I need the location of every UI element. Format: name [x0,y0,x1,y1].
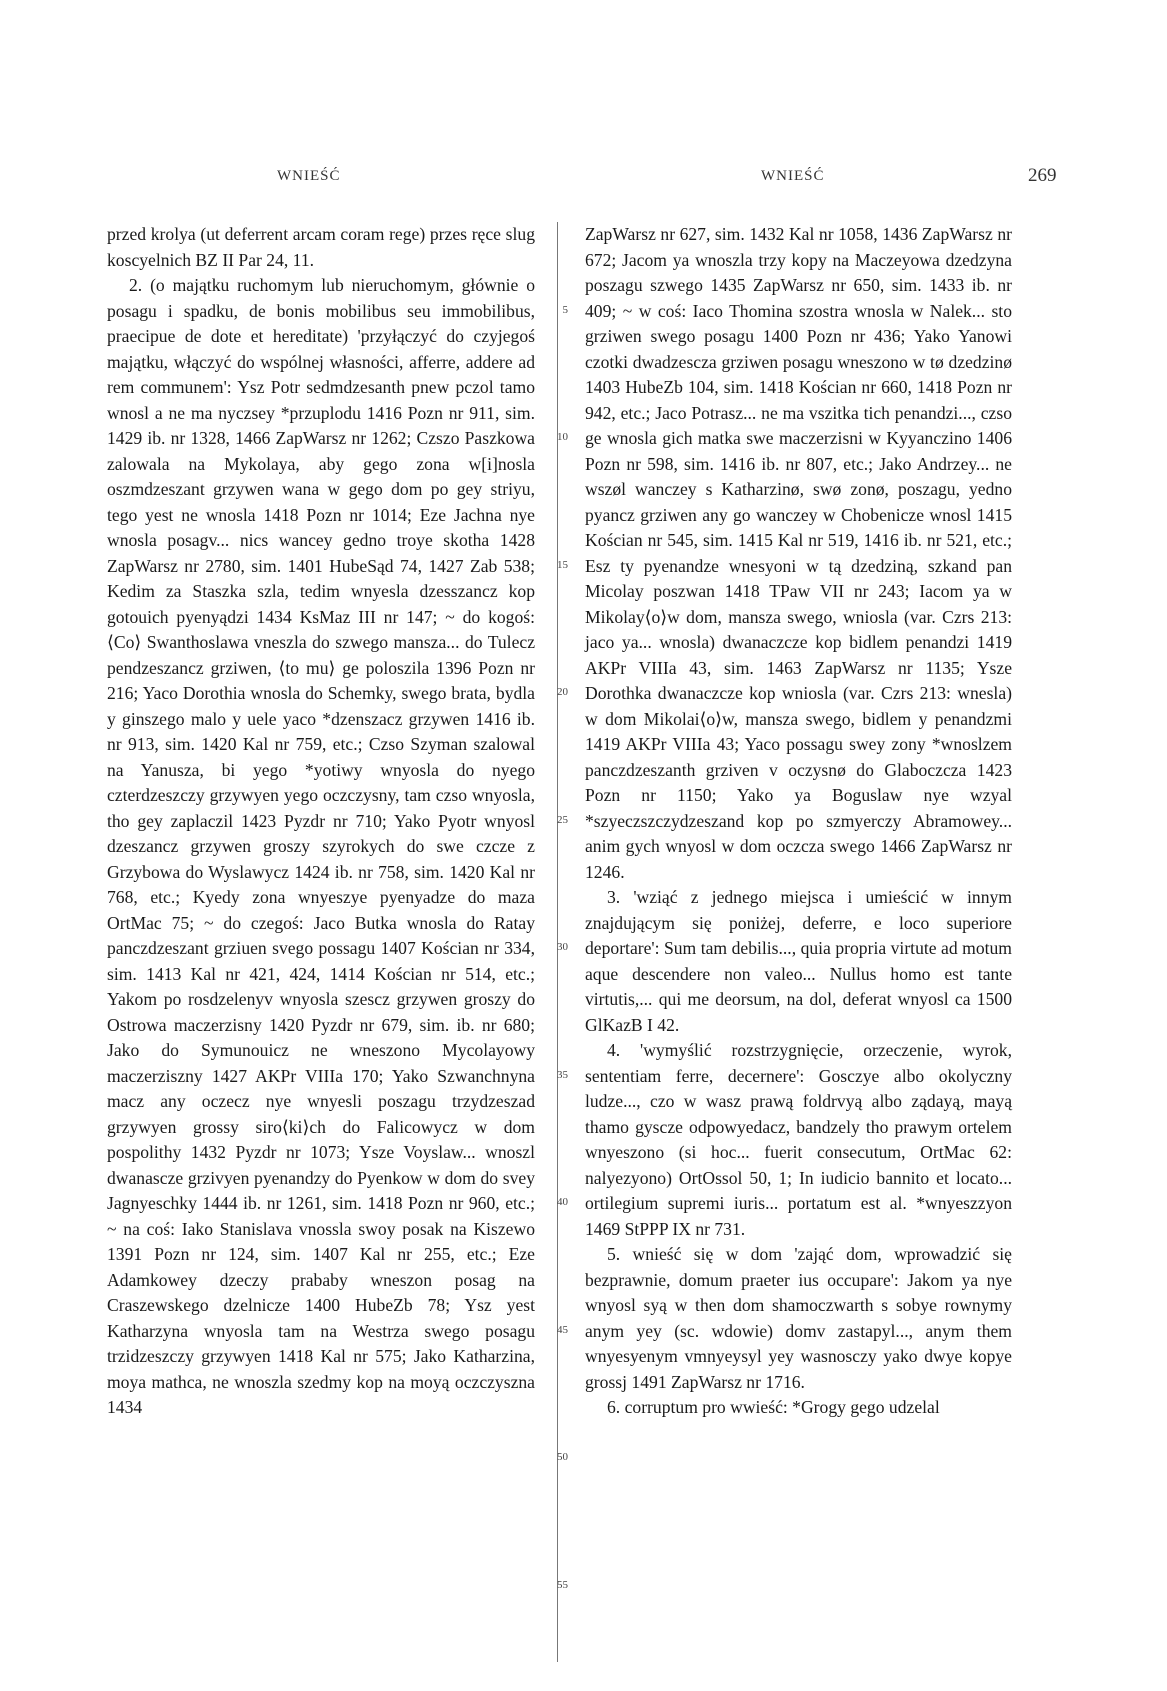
paragraph: 5. wnieść się w dom 'zająć dom, wprowadzić się bezprawnie, domum praeter ius occupare': Jakom ya nye wnyosl syą w then dom shamoczwarth s sobye rownymy anym yey (sc. wdowie) domv zastapyl..., anym them wnyesyenym vmnyeysyl yey wasnosczy yako dwye kopye grossj 1491 ZapWarsz nr 1716. [585,1244,1012,1392]
right-column [585,222,1012,1421]
paragraph: 4. 'wymyślić rozstrzygnięcie, orzeczenie, wyrok, sententiam ferre, decernere': Gosczye albo okolyczny ludze..., czo w wasz prawą foldrvyą albo ządayą, mayą thamo gysczе odpowyedacz, bandzely tho prawym ortelem wnyeszono (si hoc... fuerit consecutum, OrtMac 62: nalyezyono) OrtOssol 50, 1; In iudicio bannito et locato... ortilegium supremi iuris... portatum est al. *wnyeszzyon 1469 StPPP IX nr 731. [585,1040,1012,1239]
paragraph: 2. (o majątku ruchomym lub nieruchomym, głównie o posagu i spadku, de bonis mobilibus seu immobilibus, praecipue de dote et hereditate) 'przyłączyć do czyjegoś majątku, włączyć do wspólnej własności, afferre, addere ad rem communem': Ysz Potr sedmdzesanth pnew pczol tamo wnosl a ne ma nyczsey *przuplodu 1416 Pozn nr 911, sim. 1429 ib. nr 1328, 1466 ZapWarsz nr 1262; Czszo Paszkowa zalowala na Mykolaya, aby gego zona w[i]nosla oszmdzeszant grzywen wana w gego dom po gey striyu, tego yest ne wnosla 1418 Pozn nr 1014; Eze Jachna nye wnosla posagv... nics wancey gedno troye skotha 1428 ZapWarsz nr 2780, sim. 1401 HubeSąd 74, 1427 Zab 538; Kedim za Staszka szla, tedim wnyesla dzesszancz kop gotouich pyenyądzi 1434 KsMaz III nr 147; ~ do kogoś: ⟨Co⟩ Swanthoslawa vneszla do szwego mansza... do Tulecz pendzeszancz grziwen, ⟨to mu⟩ ge poloszila 1396 Pozn nr 216; Yaco Dorothia wnosla do Schemky, swego brata, bydla y ginszego malo y uele yaco *dzenszacz grzywen 1416 ib. nr 913, sim. 1420 Kal nr 759, etc.; Czso Szyman szalowal na Yanusza, bi yego *yotiwy wnyosla do nyego czterdzeszczy grzywyen yego oczczysny, tam czso wnyosla, tho gey zaplaczil 1423 Pyzdr nr 710; Yako Pyotr wnyosl dzeszancz grzywen groszy szyrokych do swe czcze z Grzybowa do Wyslawycz 1424 ib. nr 758, sim. 1420 Kal nr 768, etc.; Kyedy zona wnyeszye pyenyadze do maza OrtMac 75; ~ do czegoś: Jaco Butka wnosla do Ratay panczdzeszant grziuen svego possagu 1407 Kościan nr 334, sim. 1413 Kal nr 421, 424, 1414 Kościan nr 514, etc.; Yakom po rosdzelenyv wnyosla szescz grzywen groszy do Ostrowa maczerzisny 1420 Pyzdr nr 679, sim. ib. nr 680; Jako do Symunouicz ne wneszono Mycolayowy maczerziszny 1427 AKPr VIIIa 170; Yako Szwanchnyna macz any oczecz nye wnyesli poszagu trzydzeszad grzywyen grossy siro⟨ki⟩ch do Falicowycz w dom pospolithy 1432 Pyzdr nr 1073; Ysze Voyslaw... wnoszl dwanascze grzivyen pyenandzy do Pyenkow w dom do svey Jagnyeschky 1444 ib. nr 1261, sim. 1418 Pozn nr 960, etc.; ~ na coś: Iako Stanislava vnossla swoy posak na Kiszewo 1391 Pozn nr 124, sim. 1407 Kal nr 255, etc.; Eze Adamkowey dzeczy prababy wneszon posag na Craszewskego dzelnicze 1400 HubeZb 78; Ysz yest Katharzyna wnyosla tam na Westrza swego posagu trzidzeszczy grzywyen 1418 Kal nr 575; Jako Katharzina, moya mathca, ne wnoszla szedmy kop na moyą oczczyszna 1434 [107,275,535,1417]
page-number: 269 [1028,165,1057,186]
line-number: 20 [557,686,568,698]
paragraph: 3. 'wziąć z jednego miejsca i umieścić w innym znajdującym się poniżej, deferre, e loco superiore deportare': Sum tam debilis..., quia propria virtute ad motum aque descendere non valeo... Nullus homo est tante virtutis,... qui me deorsum, na dol, deferat wnyosl ca 1500 GlKazB I 42. [585,887,1012,1035]
line-number: 30 [557,941,568,953]
line-number: 25 [557,814,568,826]
header-headword-left: WNIEŚĆ [277,168,341,184]
paragraph: ZapWarsz nr 627, sim. 1432 Kal nr 1058, 1436 ZapWarsz nr 672; Jacom ya wnoszla trzy kopy na Maczeyowa dzedzyna poszagu szwego 1435 ZapWarsz nr 650, sim. 1433 ib. nr 409; ~ w coś: Iaco Thomina szostra wnosla w Nalek... sto grziwen swego posagu 1400 Pozn nr 436; Yako Yanowi czotki dwadzescza grziwen posagu wneszono w tø dzedzinø 1403 HubeZb 104, sim. 1418 Kościan nr 660, 1418 Pozn nr 942, etc.; Jaco Potrasz... ne ma vszitka tich penandzi..., czso ge wnosla gich matka swe maczerzisni w Kyyanczino 1406 Pozn nr 598, sim. 1416 ib. nr 807, etc.; Jako Andrzey... ne wszøl wanczey s Katharzinø, swø zonø, poszagu, yedno pyancz grziwen any go wanczey w Chobenicze wnosl 1415 Kościan nr 545, sim. 1415 Kal nr 519, 1416 ib. nr 521, etc.; Esz ty pyenandze wnesyoni w tą dzedziną, szkand pan Micolay poszwan 1418 TPaw VII nr 243; Iacom ya w Mikolay⟨o⟩w dom, mansza swego, wniosla (var. Czrs 213: jaco ya... wnosla) dwanaczcze kop bidlem penandzi 1419 AKPr VIIIa 43, sim. 1463 ZapWarsz nr 1135; Ysze Dorothka dwanaczcze kop wniosla (var. Czrs 213: wnesla) w dom Mikolai⟨o⟩w, mansza swego, bidlem y penandzmi 1419 AKPr VIIIa 43; Yaco possagu swey zony *wnoslzem panczdzeszanth grziven v oczysnø do Glaboczcza 1423 Pozn nr 1150; Yako ya Boguslaw nye wzyal *szyeczszczydzeszand kop po szmyerczy Abramowey... anim gych wnyosl w dom oczcza swego 1466 ZapWarsz nr 1246. [585,224,1012,882]
header-headword-right: WNIEŚĆ [761,168,825,184]
line-number: 5 [562,304,568,316]
line-number: 40 [557,1196,568,1208]
line-number: 10 [557,431,568,443]
line-number: 15 [557,559,568,571]
paragraph: przed krolya (ut deferrent arcam coram rege) przes ręce slug koscyelnich BZ II Par 24, 11. [107,224,535,270]
line-number: 35 [557,1069,568,1081]
line-number: 45 [557,1324,568,1336]
left-column [107,222,535,1421]
paragraph: 6. corruptum pro wwieść: *Grogy gego udzelal [607,1397,940,1417]
running-header [0,165,1167,198]
line-number: 50 [557,1451,568,1463]
line-number: 55 [557,1579,568,1591]
